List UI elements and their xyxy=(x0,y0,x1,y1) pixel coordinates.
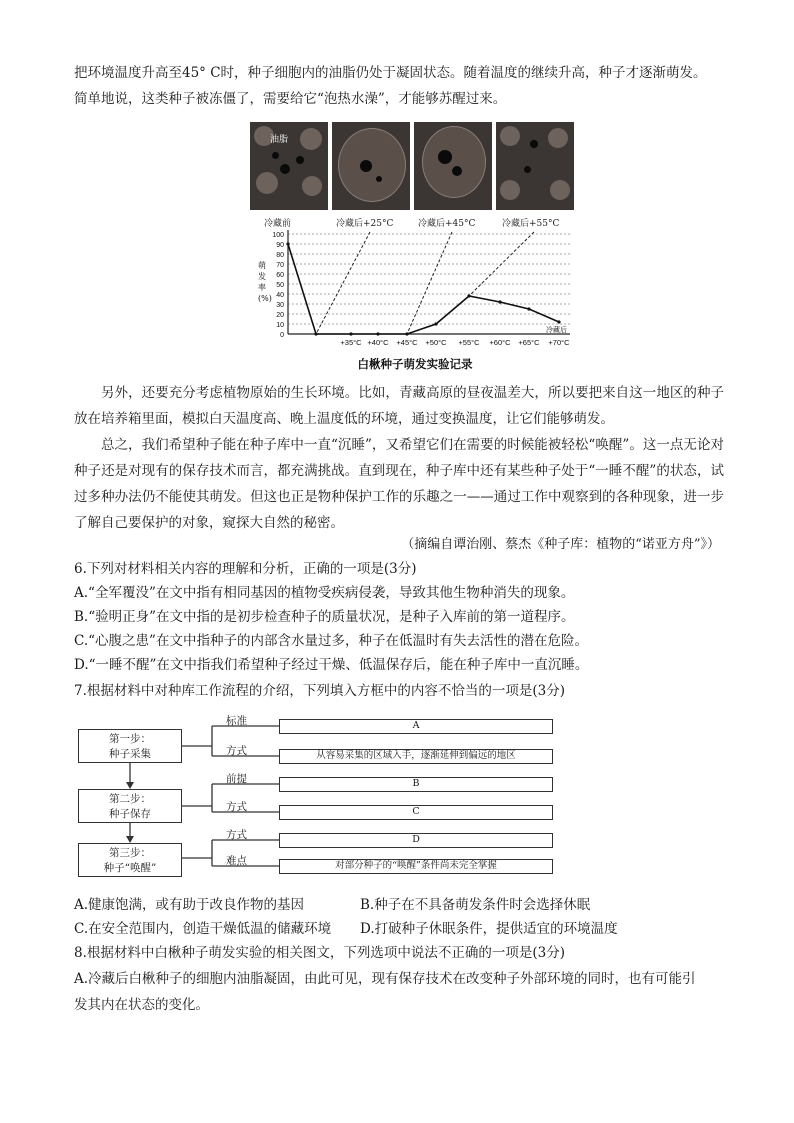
step2-box xyxy=(78,789,182,823)
blank-box-b: B xyxy=(279,777,553,792)
q7-stem: 7.根据材料中对种库工作流程的介绍，下列填入方框中的内容不恰当的一项是(3分) xyxy=(74,683,566,699)
x-tick-label: +40°C xyxy=(367,338,389,347)
germination-series-line xyxy=(288,244,559,334)
q7-option-c[interactable]: C.在安全范围内，创造干燥低温的储藏环境 xyxy=(74,921,332,937)
x-tick-label: +35°C xyxy=(340,338,362,347)
step1-title: 种子采集 xyxy=(109,748,151,760)
seed-bank-workflow-diagram xyxy=(76,710,556,880)
y-tick-label: 100 xyxy=(272,232,284,239)
step1-number: 第一步： xyxy=(109,733,151,745)
caption-before-cold: 冷藏前 xyxy=(264,219,292,229)
y-tick-label: 20 xyxy=(276,312,284,319)
collection-method-box: 从容易采集的区域入手，逐渐延伸到偏远的地区 xyxy=(279,749,553,764)
step1-box xyxy=(78,729,182,763)
q7-option-b[interactable]: B.种子在不具备萌发条件时会选择休眠 xyxy=(360,897,591,913)
end-point-label: 冷藏后 xyxy=(546,326,567,334)
y-tick-label: 80 xyxy=(276,252,284,259)
y-axis-label: 发 xyxy=(258,272,266,281)
data-point xyxy=(286,242,289,245)
q8-stem: 8.根据材料中白楸种子萌发实验的相关图文，下列选项中说法不正确的一项是(3分) xyxy=(74,945,566,961)
q6-option-c[interactable]: C.“心腹之患”在文中指种子的内部含水量过多，种子在低温时有失去活性的潜在危险。 xyxy=(74,633,588,649)
passage-line-1: 把环境温度升高至45° C时，种子细胞内的油脂仍处于凝固状态。随着温度的继续升高，种子才逐渐萌发。 xyxy=(74,65,707,81)
y-axis-label: (%) xyxy=(258,294,272,303)
row-label-method-1: 方式 xyxy=(226,745,247,757)
data-point xyxy=(467,294,470,297)
q8-option-a-line-2[interactable]: 发其内在状态的变化。 xyxy=(74,997,209,1013)
photo-link-line xyxy=(316,232,370,334)
y-tick-label: 0 xyxy=(280,332,284,339)
q7-option-a[interactable]: A.健康饱满，或有助于改良作物的基因 xyxy=(74,897,305,913)
passage-source: （摘编自谭治刚、蔡杰《种子库：植物的“诺亚方舟”》） xyxy=(401,537,720,552)
x-tick-label: +65°C xyxy=(518,338,540,347)
row-label-method-2: 方式 xyxy=(226,801,247,813)
x-tick-label: +55°C xyxy=(458,338,480,347)
step2-title: 种子保存 xyxy=(109,808,151,820)
y-tick-label: 50 xyxy=(276,282,284,289)
row-label-premise: 前提 xyxy=(226,773,247,785)
data-point xyxy=(557,320,560,323)
x-tick-label: +70°C xyxy=(548,338,570,347)
data-point xyxy=(349,332,352,335)
germination-figure xyxy=(250,122,580,374)
q6-option-b[interactable]: B.“验明正身”在文中指的是初步检查种子的质量状况，是种子入库前的第一道程序。 xyxy=(74,609,575,625)
data-point xyxy=(314,332,317,335)
germination-chart xyxy=(250,122,580,374)
step2-number: 第二步： xyxy=(109,793,151,805)
y-tick-label: 70 xyxy=(276,262,284,269)
y-tick-label: 10 xyxy=(276,322,284,329)
row-label-difficulty: 难点 xyxy=(226,855,247,867)
step3-box xyxy=(78,843,182,877)
q7-option-d[interactable]: D.打破种子休眠条件，提供适宜的环境温度 xyxy=(360,921,618,937)
data-point xyxy=(434,322,437,325)
blank-box-a: A xyxy=(279,719,553,734)
y-tick-label: 90 xyxy=(276,242,284,249)
data-point xyxy=(376,332,379,335)
step3-number: 第三步： xyxy=(109,847,151,859)
y-tick-label: 30 xyxy=(276,302,284,309)
caption-55c: 冷藏后+55°C xyxy=(502,219,560,229)
row-label-method-3: 方式 xyxy=(226,829,247,841)
y-tick-label: 40 xyxy=(276,292,284,299)
q8-option-a-line-1[interactable]: A.冷藏后白楸种子的细胞内油脂凝固，由此可见，现有保存技术在改变种子外部环境的同时，也有可能引 xyxy=(74,971,696,987)
row-label-standard: 标准 xyxy=(226,715,247,727)
y-axis-label: 萌 xyxy=(258,261,266,270)
x-tick-label: +60°C xyxy=(489,338,511,347)
blank-box-c: C xyxy=(279,805,553,820)
q6-option-a[interactable]: A.“全军覆没”在文中指有相同基因的植物受疾病侵袭，导致其他生物种消失的现象。 xyxy=(74,585,575,601)
x-tick-label: +50°C xyxy=(425,338,447,347)
passage-paragraph-3: 总之，我们希望种子能在种子库中一直“沉睡”，又希望它们在需要的时候能被轻松“唤醒”。这一点无论对种子还是对现有的保存技术而言，都充满挑战。直到现在，种子库中还有某些种子处于“一睡不醒”的状态，试过多种办法仍不能使其萌发。但这也正是物种保护工作的乐趣之一——通过工作中观察到的各种现象，进一步了解自己要保护的对象，窥探大自然的秘密。 xyxy=(74,437,724,531)
q6-stem: 6.下列对材料相关内容的理解和分析，正确的一项是(3分) xyxy=(74,561,417,577)
y-axis-label: 率 xyxy=(258,283,266,292)
photo-link-line xyxy=(407,232,452,334)
chart-title: 白楸种子萌发实验记录 xyxy=(357,357,473,371)
step3-title: 种子“唤醒” xyxy=(103,862,157,874)
q6-option-d[interactable]: D.“一睡不醒”在文中指我们希望种子经过干燥、低温保存后，能在种子库中一直沉睡。 xyxy=(74,657,589,673)
data-point xyxy=(527,307,530,310)
caption-25c: 冷藏后+25°C xyxy=(336,219,394,229)
data-point xyxy=(498,300,501,303)
blank-box-d: D xyxy=(279,833,553,848)
x-tick-label: +45°C xyxy=(396,338,418,347)
y-tick-label: 60 xyxy=(276,272,284,279)
difficulty-box: 对部分种子的“唤醒”条件尚未完全掌握 xyxy=(279,859,553,874)
passage-paragraph-2: 另外，还要充分考虑植物原始的生长环境。比如，青藏高原的昼夜温差大，所以要把来自这一地区的种子放在培养箱里面，模拟白天温度高、晚上温度低的环境，通过变换温度，让它们能够萌发。 xyxy=(74,385,724,427)
passage-line-2: 简单地说，这类种子被冻僵了，需要给它“泡热水澡”，才能够苏醒过来。 xyxy=(74,91,507,107)
caption-45c: 冷藏后+45°C xyxy=(418,219,476,229)
data-point xyxy=(405,332,408,335)
oil-label: 油脂 xyxy=(270,135,289,145)
